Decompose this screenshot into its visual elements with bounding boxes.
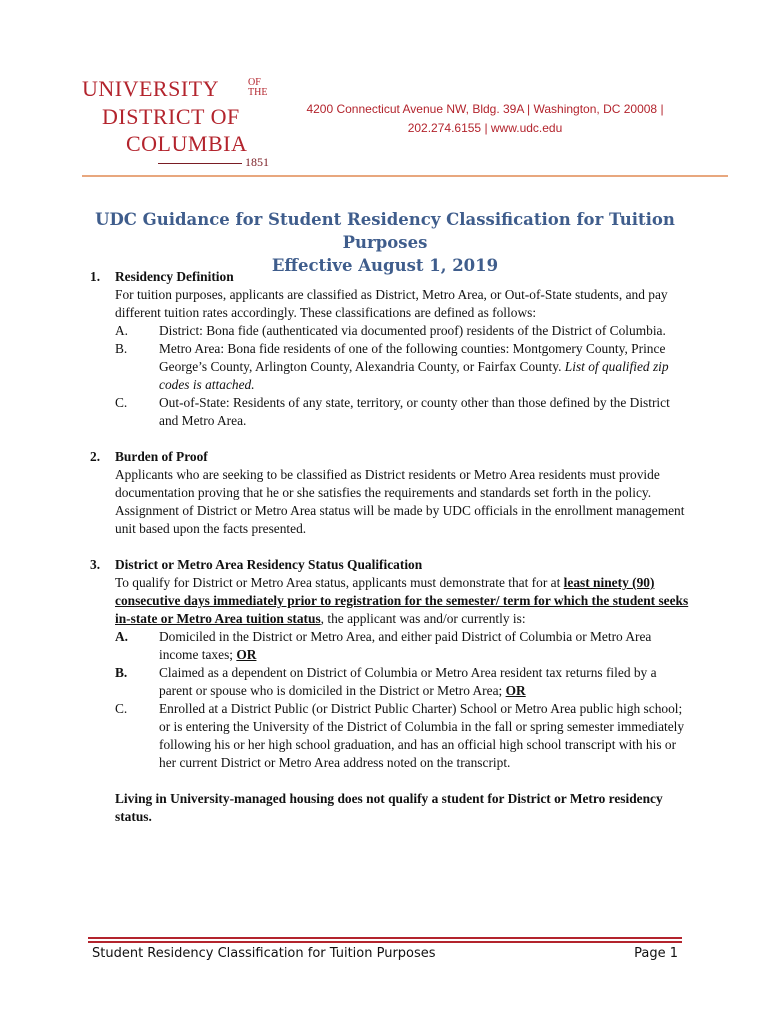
udc-logo [82, 76, 282, 169]
footer-title: Student Residency Classification for Tuition Purposes [92, 946, 436, 961]
section-heading: District or Metro Area Residency Status Qualification [115, 557, 423, 572]
item-label: C. [115, 395, 128, 410]
emphasized-requirement: least ninety (90) consecutive days immediately prior to registration for the semester/ term for which the student seeks in-state or Metro Area tuition status [115, 575, 689, 626]
item-text: Claimed as a dependent on District of Columbia or Metro Area resident tax returns filed by a parent or spouse who is domiciled in the District or Metro Area; [159, 665, 657, 698]
section-status-qualification [90, 556, 690, 826]
section-number: 2. [90, 449, 101, 464]
item-label: A. [115, 629, 129, 644]
item-label: C. [115, 701, 128, 716]
or-connector: OR [505, 683, 526, 698]
logo-line-district: DISTRICT OF [102, 104, 240, 129]
section-body: To qualify for District or Metro Area status, applicants must demonstrate that for at least ninety (90) consecutive days immediately prior to registration for the semester/ term for which the student seeks in-state or Metro Area tuition status, the applicant was and/or currently is: [115, 575, 689, 626]
item-italic-note: List of qualified zip codes is attached. [159, 359, 669, 392]
list-item [115, 394, 690, 430]
logo-rule [158, 163, 242, 164]
section-body: Applicants who are seeking to be classified as District residents or Metro Area residents must provide documentation proving that he or she satisfies the requirements and standards set forth in the policy. Assignment of District or Metro Area status will be made by UDC officials in the enrollment management unit based upon the facts presented. [115, 467, 685, 536]
title-line-2: Effective August 1, 2019 [271, 256, 499, 275]
section-heading: Burden of Proof [115, 449, 208, 464]
list-item [115, 628, 690, 664]
title-line-1: UDC Guidance for Student Residency Classification for Tuition Purposes [95, 210, 675, 252]
item-text: Domiciled in the District or Metro Area, and either paid District of Columbia or Metro Area income taxes; [159, 629, 652, 662]
section-burden-of-proof [90, 448, 690, 538]
logo-year: 1851 [245, 155, 269, 169]
item-label: B. [115, 665, 128, 680]
housing-note: Living in University-managed housing does not qualify a student for District or Metro residency status. [115, 791, 663, 824]
address-line-2: 202.274.6155 | www.udc.edu [407, 121, 563, 135]
section-residency-definition [90, 268, 690, 430]
or-connector: OR [236, 647, 257, 662]
section-heading: Residency Definition [115, 269, 234, 284]
list-item [115, 664, 690, 700]
page-number: Page 1 [634, 946, 678, 961]
footer-divider-top [88, 937, 682, 939]
item-text: Enrolled at a District Public (or District Public Charter) School or Metro Area public high school; or is entering the University of the District of Columbia in the fall or spring semester immediately following his or her high school graduation, and has an official high school transcript with his or her current District or Metro Area address noted on the transcript. [159, 701, 685, 770]
list-item [115, 340, 690, 394]
address-line-1: 4200 Connecticut Avenue NW, Bldg. 39A | Washington, DC 20008 | [306, 102, 664, 116]
footer-divider-bottom [88, 941, 682, 943]
list-item [115, 700, 690, 772]
logo-line-university: UNIVERSITY [82, 76, 219, 101]
logo-line-columbia: COLUMBIA [126, 131, 248, 156]
item-text: District: Bona fide (authenticated via documented proof) residents of the District of Columbia. [159, 323, 666, 338]
item-label: A. [115, 323, 129, 338]
header-address [290, 100, 680, 138]
item-text: Metro Area: Bona fide residents of one of the following counties: Montgomery County, Prince George’s County, Arlington County, Alexandria County, or Fairfax County. [159, 341, 666, 374]
item-text: Out-of-State: Residents of any state, territory, or county other than those defined by the District and Metro Area. [159, 395, 670, 428]
list-item [115, 322, 690, 340]
logo-of-the: OF THE [248, 77, 268, 98]
document-title [82, 208, 688, 277]
item-label: B. [115, 341, 128, 356]
section-number: 1. [90, 269, 101, 284]
document-body [90, 268, 690, 844]
header-divider [82, 175, 728, 177]
section-number: 3. [90, 557, 101, 572]
section-body: For tuition purposes, applicants are classified as District, Metro Area, or Out-of-State students, and pay different tuition rates accordingly. These classifications are defined as follows: [115, 287, 668, 320]
